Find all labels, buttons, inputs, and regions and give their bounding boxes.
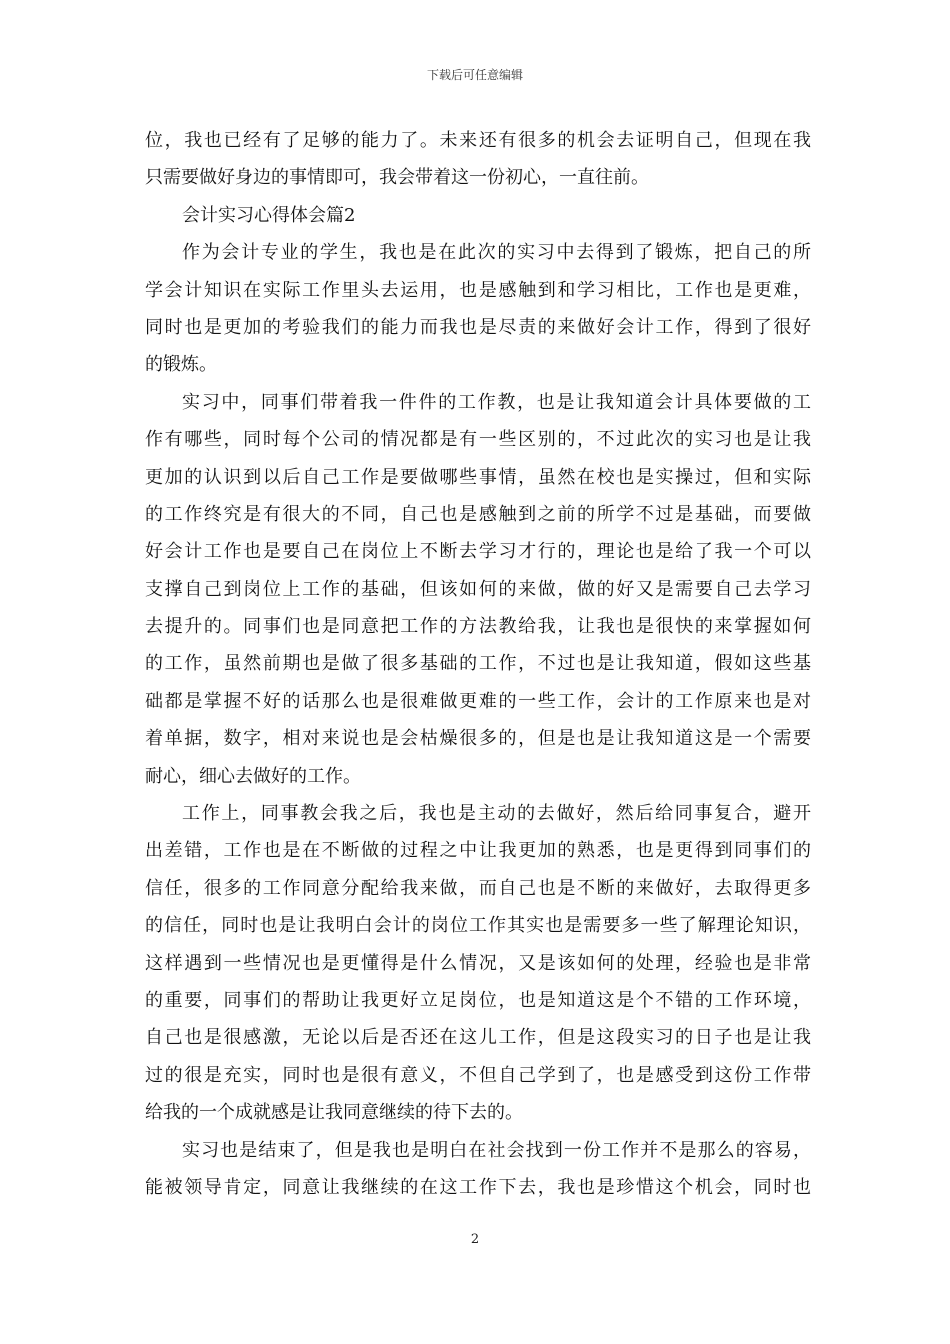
text-line: 好会计工作也是要自己在岗位上不断去学习才行的，理论也是给了我一个可以 (145, 541, 811, 563)
text-line: 自己也是很感激，无论以后是否还在这儿工作，但是这段实习的日子也是让我 (145, 1027, 811, 1049)
page-number: 2 (470, 1232, 480, 1247)
text-line: 支撑自己到岗位上工作的基础，但该如何的来做，做的好又是需要自己去学习 (145, 578, 811, 600)
text-line: 耐心，细心去做好的工作。 (145, 765, 361, 787)
text-line: 出差错，工作也是在不断做的过程之中让我更加的熟悉，也是更得到同事们的 (145, 840, 811, 862)
text-line: 实习中，同事们带着我一件件的工作教，也是让我知道会计具体要做的工 (182, 391, 811, 413)
text-line: 的锻炼。 (145, 354, 217, 376)
text-line: 的重要，同事们的帮助让我更好立足岗位，也是知道这是个不错的工作环境， (145, 989, 811, 1011)
text-line: 信任，很多的工作同意分配给我来做，而自己也是不断的来做好，去取得更多 (145, 877, 811, 899)
text-line: 学会计知识在实际工作里头去运用，也是感触到和学习相比，工作也是更难， (145, 279, 811, 301)
text-line: 会计实习心得体会篇2 (182, 204, 356, 226)
document-body (145, 122, 811, 1206)
text-line: 去提升的。同事们也是同意把工作的方法教给我，让我也是很快的来掌握如何 (145, 616, 811, 638)
text-line: 的工作终究是有很大的不同，自己也是感触到之前的所学不过是基础，而要做 (145, 503, 811, 525)
text-line: 的信任，同时也是让我明白会计的岗位工作其实也是需要多一些了解理论知识， (145, 915, 811, 937)
text-line: 能被领导肯定，同意让我继续的在这工作下去，我也是珍惜这个机会，同时也 (145, 1176, 811, 1198)
text-line: 只需要做好身边的事情即可，我会带着这一份初心，一直往前。 (145, 167, 649, 189)
text-line: 更加的认识到以后自己工作是要做哪些事情，虽然在校也是实操过，但和实际 (145, 466, 811, 488)
text-line: 位，我也已经有了足够的能力了。未来还有很多的机会去证明自己，但现在我 (145, 130, 811, 151)
text-line: 作有哪些，同时每个公司的情况都是有一些区别的，不过此次的实习也是让我 (145, 429, 811, 451)
text-line: 着单据，数字，相对来说也是会枯燥很多的，但是也是让我知道这是一个需要 (145, 728, 811, 750)
text-line: 础都是掌握不好的话那么也是很难做更难的一些工作，会计的工作原来也是对 (145, 690, 811, 712)
text-line: 的工作，虽然前期也是做了很多基础的工作，不过也是让我知道，假如这些基 (145, 653, 811, 675)
text-line: 给我的一个成就感是让我同意继续的待下去的。 (145, 1102, 523, 1124)
page-header: 下载后可任意编辑 (426, 68, 523, 82)
text-line: 作为会计专业的学生，我也是在此次的实习中去得到了锻炼，把自己的所 (182, 242, 811, 264)
text-line: 这样遇到一些情况也是更懂得是什么情况，又是该如何的处理，经验也是非常 (145, 952, 811, 974)
text-line: 实习也是结束了，但是我也是明白在社会找到一份工作并不是那么的容易， (182, 1139, 811, 1161)
text-line: 过的很是充实，同时也是很有意义，不但自己学到了，也是感受到这份工作带 (145, 1064, 811, 1086)
text-line: 工作上，同事教会我之后，我也是主动的去做好，然后给同事复合，避开 (182, 803, 811, 825)
text-line: 同时也是更加的考验我们的能力而我也是尽责的来做好会计工作，得到了很好 (145, 316, 811, 338)
